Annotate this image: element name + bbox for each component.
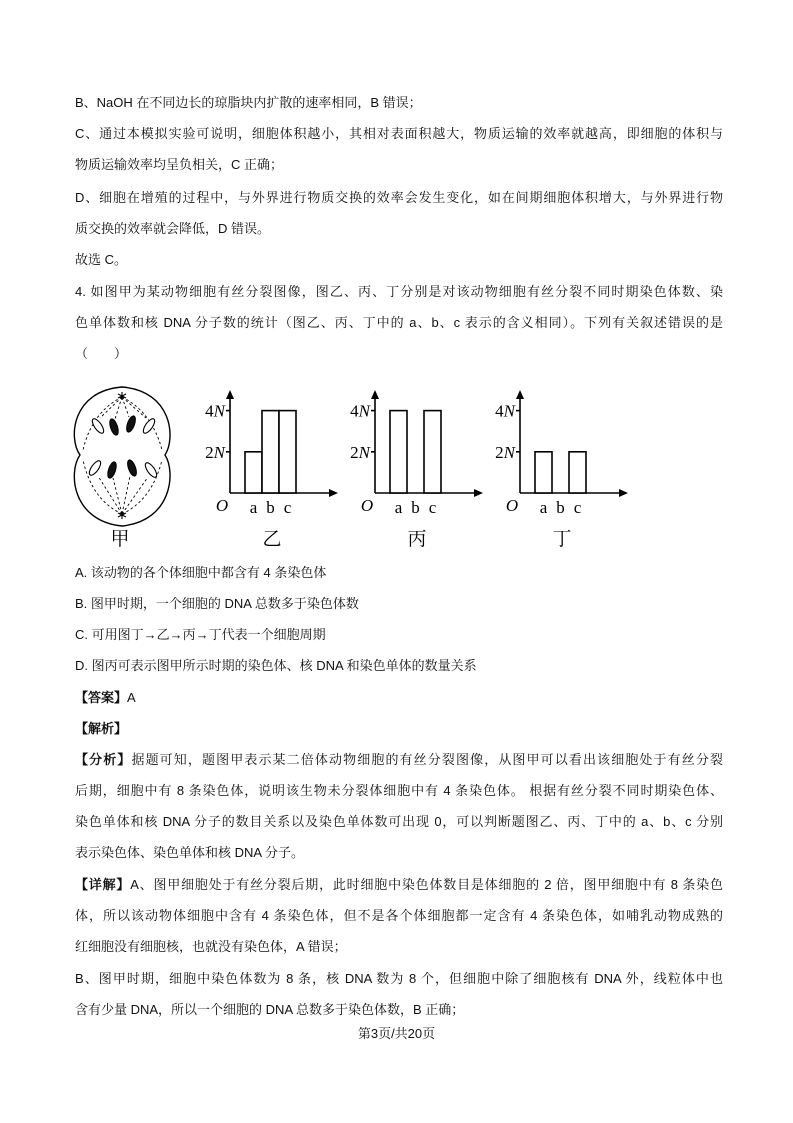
chromosome [90,417,105,435]
detail-line: 体，所以该动物体细胞中含有 4 条染色体，但不是各个体细胞都一定含有 4 条染色体，如哺乳动物成熟的 [75,908,723,923]
chart-yi [205,390,338,550]
solution-line: 故选 C。 [75,252,128,267]
answer-value: A [127,690,136,705]
y-tick-label: 2N [350,442,370,462]
solution-line: 质交换的效率就会降低，D 错误。 [75,221,271,236]
question-stem-line: 4. 如图甲为某动物细胞有丝分裂图像，图乙、丙、丁分别是对该动物细胞有丝分裂不同时期染色体数、染 [75,284,723,299]
bar-c [424,411,441,493]
y-tick-label: 4N [350,401,370,421]
centrosome-bottom [118,511,126,519]
chart-title: 乙 [262,529,282,550]
x-axis-arrow [619,489,628,497]
detail-line [75,875,723,895]
category-label-c: c [573,498,582,517]
chromosome [125,415,137,433]
analysis-line: 后期，细胞中有 8 条染色体，说明该生物未分裂体细胞中有 4 条染色体。 根据有丝分裂不同时期染色体、 [75,783,723,798]
chromosome [87,459,102,477]
category-label-b: b [266,498,275,517]
origin-label: O [215,496,229,515]
y-axis-arrow [516,390,524,399]
solution-line: B、NaOH 在不同边长的琼脂块内扩散的速率相同，B 错误； [75,95,422,110]
chart-ding [495,390,628,550]
y-tick-label: 4N [205,401,225,421]
answer-blank: （ ） [75,346,128,361]
analysis-line: 染色单体和核 DNA 分子的数目关系以及染色单体数可出现 0，可以判断题图乙、丙、丁中的 a、b、c 分别 [75,814,723,829]
explanation-label: 【解析】 [75,721,128,736]
bar-c [279,411,296,493]
category-label-a: a [249,498,258,517]
bar-b [262,411,279,493]
analysis-text: 据题可知，题图甲表示某二倍体动物细胞的有丝分裂图像，从图甲可以看出该细胞处于有丝分裂 [131,752,723,767]
y-axis-arrow [371,390,379,399]
category-label-c: c [283,498,292,517]
x-axis-arrow [329,489,338,497]
category-label-b: b [411,498,420,517]
spindle-fiber [113,478,122,514]
y-axis-arrow [226,390,234,399]
option-d: D. 图丙可表示图甲所示时期的染色体、核 DNA 和染色单体的数量关系 [75,658,477,673]
option-a: A. 该动物的各个体细胞中都含有 4 条染色体 [75,565,327,580]
chart-title: 丁 [552,529,572,550]
bar-a [535,452,552,493]
bar-c [569,452,586,493]
chart-title: 丙 [407,529,427,550]
analysis-line: 表示染色体、染色单体和核 DNA 分子。 [75,845,304,860]
bar-a [390,411,407,493]
category-label-a: a [394,498,403,517]
origin-label: O [505,496,519,515]
y-tick-label: 2N [205,442,225,462]
answer-label: 【答案】 [75,690,128,705]
spindle-fiber [122,477,148,514]
y-tick-label: 2N [495,442,515,462]
answer-line [75,688,723,708]
x-axis-arrow [474,489,483,497]
y-tick-label: 4N [495,401,515,421]
chromosome [106,461,118,479]
analysis-line [75,750,723,770]
detail-label: 【详解】 [75,877,131,892]
category-label-a: a [539,498,548,517]
chart-bing [350,390,483,550]
analysis-label: 【分析】 [75,752,132,767]
detail-text: A、图甲细胞处于有丝分裂后期，此时细胞中染色体数目是体细胞的 2 倍，图甲细胞中有 8 条染色 [130,877,723,892]
category-label-b: b [556,498,565,517]
figure-label-jia: 甲 [110,529,130,550]
chromosome [108,418,120,436]
question-figure [0,372,793,552]
category-label-c: c [428,498,437,517]
chromosome [143,461,158,479]
centrosome-top [118,392,126,400]
detail-line: B、图甲时期，细胞中染色体数为 8 条，核 DNA 数为 8 个，但细胞中除了细胞核有 DNA 外，线粒体中也 [75,971,723,986]
bar-a [245,452,262,493]
solution-line: C、通过本模拟实验可说明，细胞体积越小，其相对表面积越大，物质运输的效率就越高，即细胞的体积与 [75,126,723,141]
detail-line: 红细胞没有细胞核，也就没有染色体，A 错误； [75,939,347,954]
option-b: B. 图甲时期，一个细胞的 DNA 总数多于染色体数 [75,596,359,611]
page-number: 第3页/共20页 [357,1026,436,1041]
chromosome [126,459,138,477]
solution-line: D、细胞在增殖的过程中，与外界进行物质交换的效率会发生变化，如在间期细胞体积增大，与外界进行物 [75,190,723,205]
option-c: C. 可用图丁→乙→丙→丁代表一个细胞周期 [75,627,326,642]
cell-membrane [74,387,170,526]
explanation-heading [75,719,723,739]
cell-diagram-jia [74,387,170,550]
detail-line: 含有少量 DNA，所以一个细胞的 DNA 总数多于染色体数，B 正确； [75,1002,465,1017]
solution-line: 物质运输效率均呈负相关，C 正确； [75,157,284,172]
origin-label: O [360,496,374,515]
spindle-fiber [98,476,122,514]
question-stem-line: 色单体数和核 DNA 分子数的统计（图乙、丙、丁中的 a、b、c 表示的含义相同）。下列有关叙述错误的是 [75,315,723,330]
chromosome [141,417,156,435]
